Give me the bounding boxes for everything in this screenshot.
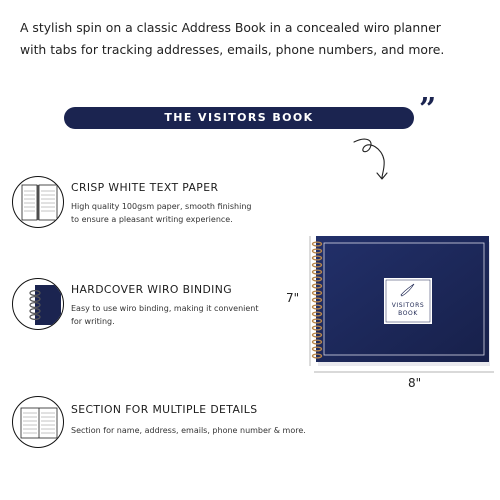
details-page-icon — [12, 396, 64, 448]
feature-desc-line: Section for name, address, emails, phone number & more. — [71, 426, 306, 435]
feature-desc-line: Easy to use wiro binding, making it convenient — [71, 304, 259, 313]
book-label-line-2: BOOK — [398, 310, 418, 317]
feature-desc-paper — [71, 200, 252, 226]
feature-desc-line: to ensure a pleasant writing experience. — [71, 215, 233, 224]
feature-desc-details — [71, 424, 306, 437]
height-dimension-label: 7" — [286, 291, 300, 305]
feature-desc-binding — [71, 302, 259, 328]
intro-text — [20, 17, 490, 61]
feature-desc-line: High quality 100gsm paper, smooth finishing — [71, 202, 252, 211]
visitors-book-product-image — [304, 232, 496, 382]
feature-title-binding: HARDCOVER WIRO BINDING — [71, 283, 233, 296]
paper-pages-icon — [12, 176, 64, 228]
curly-arrow-icon — [352, 136, 398, 184]
quote-mark: ” — [419, 92, 437, 127]
wiro-binding-icon — [12, 278, 64, 330]
intro-line-2: with tabs for tracking addresses, emails, phone numbers, and more. — [20, 42, 445, 57]
width-dimension-label: 8" — [408, 376, 422, 390]
intro-line-1: A stylish spin on a classic Address Book in a concealed wiro planner — [20, 20, 441, 35]
book-label-line-1: VISITORS — [391, 302, 425, 309]
feature-title-paper: CRISP WHITE TEXT PAPER — [71, 181, 219, 194]
feature-title-details: SECTION FOR MULTIPLE DETAILS — [71, 403, 258, 416]
banner-title: THE VISITORS BOOK — [164, 111, 314, 124]
title-banner — [64, 107, 414, 129]
feature-desc-line: for writing. — [71, 317, 115, 326]
